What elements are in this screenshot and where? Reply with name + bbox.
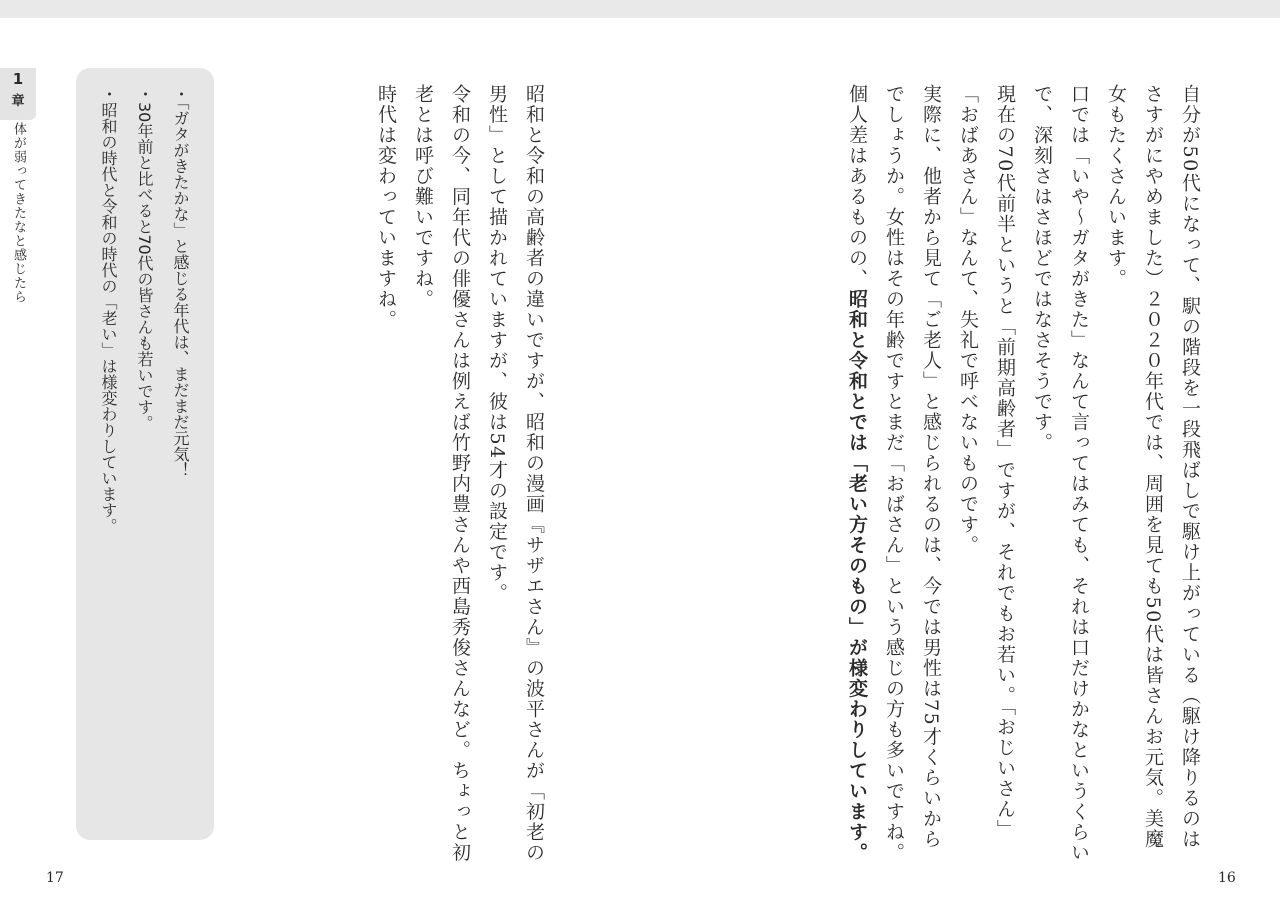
left-page-body	[367, 84, 552, 864]
page-number-left: 17	[46, 870, 64, 886]
paragraph: 昭和と令和の高齢者の違いですが、昭和の漫画『サザエさん』の波平さんが「初老の男性」として描かれていますが、彼は54才の設定です。	[486, 84, 545, 863]
chapter-label: 章	[11, 94, 25, 109]
emphasis-text: 昭和と令和とでは「老い方そのもの」が様変わりしています。	[846, 289, 868, 863]
summary-list	[90, 86, 198, 826]
paragraph: 実際に、他者から見て「ご老人」と感じられるのは、今では男性は75才くらいからでしょうか。女性はその年齢ですとまだ「おばさん」という感じの方も多いですね。	[883, 84, 942, 863]
chapter-title: 体が弱ってきたなと感じたら	[11, 122, 26, 304]
paragraph: 現在の70代前半というと「前期高齢者」ですが、それでもお若い。「おじいさん」「おばあさん」なんて、失礼で呼べないものです。	[957, 84, 1016, 840]
chapter-tab	[0, 68, 36, 120]
summary-item: ・「ガタがきたかな」と感じる年代は、まだまだ元気！	[171, 86, 190, 478]
page-number-right: 16	[1218, 870, 1236, 886]
paragraph: 令和の今、同年代の俳優さんは例えば竹野内豊さんや西島秀俊さんなど。ちょっと初老とは呼び難いですね。	[412, 84, 471, 863]
right-page-body	[838, 84, 1208, 864]
paragraph	[838, 84, 875, 864]
book-spread	[0, 18, 1280, 910]
paragraph-text: 個人差はあるものの、	[846, 84, 868, 289]
paragraph: 自分が50代になって、駅の階段を一段飛ばしで駆け上がっている（駆け降りるのはさすがにやめました）２０２０年代では、周囲を見ても50代は皆さんお元気。美魔女もたくさんいます。	[1105, 84, 1201, 850]
paragraph: 時代は変わっていますね。	[375, 84, 397, 330]
chapter-number: 1	[12, 70, 24, 88]
summary-box	[76, 68, 214, 840]
summary-item: ・昭和の時代と令和の時代の「老い」は様変わりしています。	[99, 86, 118, 534]
paragraph: 口では「いや〜ガタがきた」なんて言ってはみても、それは口だけかなというくらいで、深刻さはさほどではなさそうです。	[1031, 84, 1090, 863]
summary-item: ・30年前と比べると70代の皆さんも若いです。	[135, 86, 154, 431]
